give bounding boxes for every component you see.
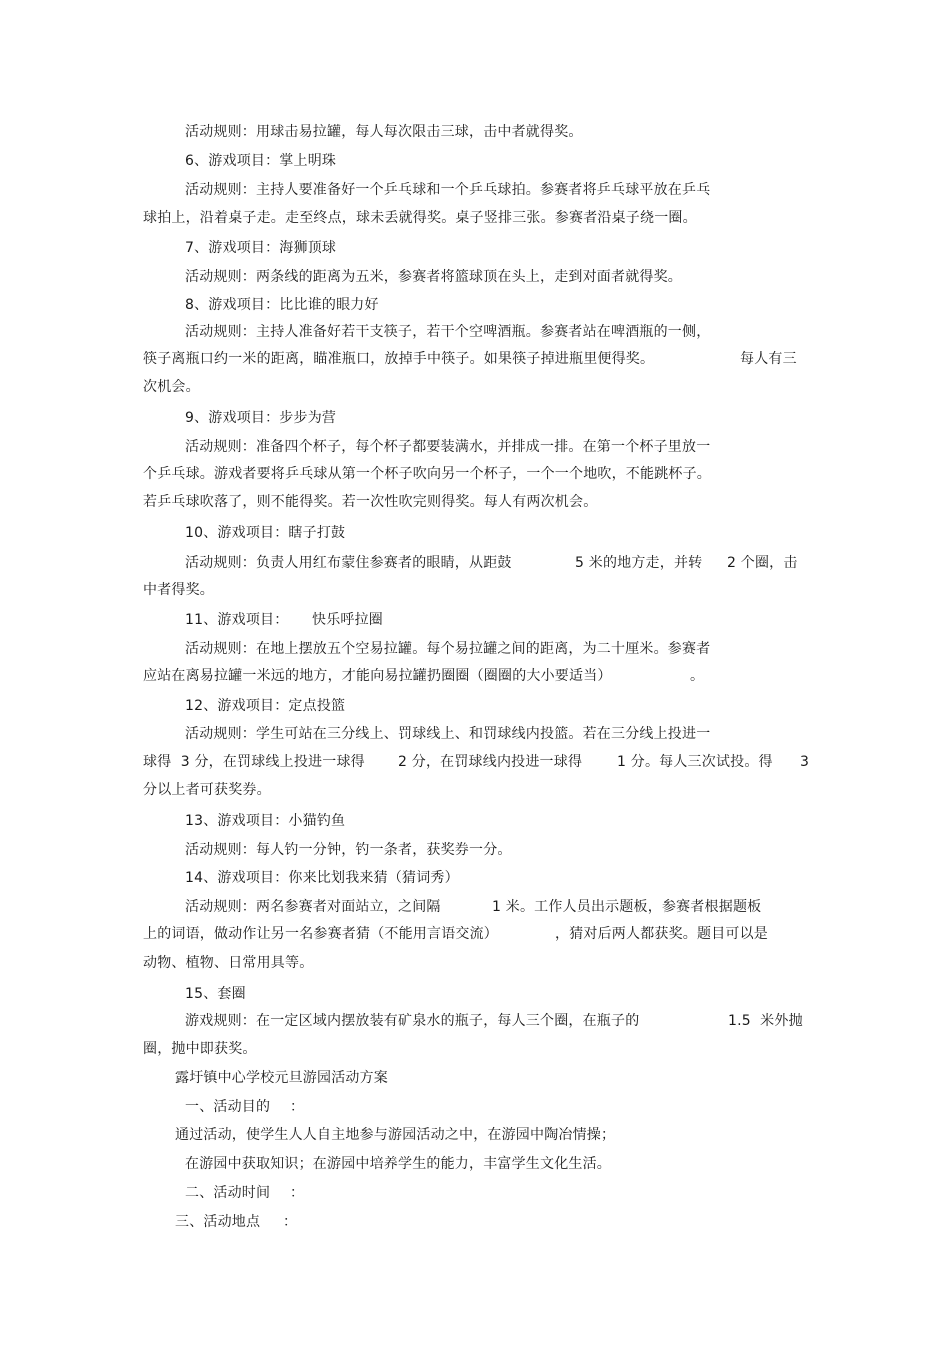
game-heading-11-name: 快乐呼拉圈 — [312, 612, 383, 628]
purpose-text-line-1: 通过活动，使学生人人自主地参与游园活动之中，在游园中陶冶情操； — [175, 1127, 616, 1143]
rule-text-14-line-1-tail: 1 米。工作人员出示题板，参赛者根据题板 — [492, 899, 762, 915]
section-heading-time: 二、活动时间 — [185, 1185, 271, 1201]
rule-text-8-line-2: 筷子离瓶口约一米的距离，瞄准瓶口，放掉手中筷子。如果筷子掉进瓶里便得奖。 — [143, 351, 655, 367]
game-heading-10: 10、游戏项目：瞎子打鼓 — [185, 525, 346, 541]
game-heading-14: 14、游戏项目：你来比划我来猜（猜词秀） — [185, 870, 459, 886]
game-heading-13: 13、游戏项目：小猫钓鱼 — [185, 813, 346, 829]
purpose-text-line-2: 在游园中获取知识；在游园中培养学生的能力，丰富学生文化生活。 — [185, 1156, 611, 1172]
rule-text-11-line-2-tail: 。 — [690, 668, 705, 684]
rule-text-6-line-2: 球拍上，沿着桌子走。走至终点，球未丢就得奖。桌子竖排三张。参赛者沿桌子绕一圈。 — [143, 210, 697, 226]
rule-text-11-line-1: 活动规则：在地上摆放五个空易拉罐。每个易拉罐之间的距离，为二十厘米。参赛者 — [185, 641, 711, 657]
rule-text-14-line-3: 动物、植物、日常用具等。 — [143, 955, 314, 971]
rule-text-9-line-1: 活动规则：准备四个杯子，每个杯子都要装满水，并排成一排。在第一个杯子里放一 — [185, 439, 711, 455]
rule-text-15-line-1: 游戏规则：在一定区域内摆放装有矿泉水的瓶子，每人三个圈，在瓶子的 — [185, 1013, 640, 1029]
game-heading-7: 7、游戏项目：海狮顶球 — [185, 240, 337, 256]
rule-text-12-line-3: 分以上者可获奖券。 — [143, 782, 271, 798]
rule-text-10-line-2: 中者得奖。 — [143, 582, 214, 598]
game-heading-15: 15、套圈 — [185, 986, 246, 1002]
rule-text-8-line-1: 活动规则：主持人准备好若干支筷子，若干个空啤酒瓶。参赛者站在啤酒瓶的一侧， — [185, 324, 711, 340]
rule-text-6-line-1: 活动规则：主持人要准备好一个乒乓球和一个乒乓球拍。参赛者将乒乓球平放在乒乓 — [185, 182, 711, 198]
game-heading-8: 8、游戏项目：比比谁的眼力好 — [185, 297, 379, 313]
rule-text-11-line-2: 应站在离易拉罐一米远的地方，才能向易拉罐扔圈圈（圈圈的大小要适当） — [143, 668, 612, 684]
rule-text-14-line-2: 上的词语，做动作让另一名参赛者猜（不能用言语交流） — [143, 926, 498, 942]
rule-text-13: 活动规则：每人钓一分钟，钓一条者，获奖券一分。 — [185, 842, 512, 858]
rule-text-15-line-1-tail: 1.5 米外抛 — [728, 1013, 803, 1029]
rule-text-12-line-1: 活动规则：学生可站在三分线上、罚球线上、和罚球线内投篮。若在三分线上投进一 — [185, 726, 711, 742]
section-heading-purpose: 一、活动目的 — [185, 1099, 271, 1115]
game-heading-12: 12、游戏项目：定点投篮 — [185, 698, 346, 714]
game-heading-11: 11、游戏项目： — [185, 612, 289, 628]
rule-text-12-line-2-tail: 3 — [800, 754, 810, 770]
rule-text-8-line-3: 次机会。 — [143, 379, 200, 395]
rule-text-8-line-2-tail: 每人有三 — [740, 351, 797, 367]
rule-text-9-line-3: 若乒乓球吹落了，则不能得奖。若一次性吹完则得奖。每人有两次机会。 — [143, 494, 598, 510]
rule-text-10-line-1-tail: 2 个圈，击 — [727, 555, 798, 571]
game-heading-9: 9、游戏项目：步步为营 — [185, 410, 337, 426]
rule-text-5: 活动规则：用球击易拉罐，每人每次限击三球，击中者就得奖。 — [185, 124, 583, 140]
rule-text-12-line-2: 球得 3 分，在罚球线上投进一球得 — [143, 754, 365, 770]
rule-text-12-line-2-mid-1: 2 分，在罚球线内投进一球得 — [398, 754, 583, 770]
rule-text-14-line-2-tail: ，猜对后两人都获奖。题目可以是 — [555, 926, 768, 942]
rule-text-15-line-2: 圈，抛中即获奖。 — [143, 1041, 257, 1057]
plan-title: 露圩镇中心学校元旦游园活动方案 — [175, 1070, 388, 1086]
rule-text-12-line-2-mid-2: 1 分。每人三次试投。得 — [617, 754, 773, 770]
rule-text-9-line-2: 个乒乓球。游戏者要将乒乓球从第一个杯子吹向另一个杯子，一个一个地吹，不能跳杯子。 — [143, 466, 711, 482]
rule-text-10-line-1-mid: 5 米的地方走，并转 — [575, 555, 703, 571]
rule-text-10-line-1: 活动规则：负责人用红布蒙住参赛者的眼睛，从距鼓 — [185, 555, 512, 571]
section-heading-purpose-colon: ： — [290, 1099, 305, 1115]
rule-text-7: 活动规则：两条线的距离为五米，参赛者将篮球顶在头上，走到对面者就得奖。 — [185, 269, 682, 285]
section-heading-location-colon: ： — [283, 1214, 298, 1230]
section-heading-location: 三、活动地点 — [175, 1214, 261, 1230]
rule-text-14-line-1: 活动规则：两名参赛者对面站立，之间隔 — [185, 899, 441, 915]
game-heading-6: 6、游戏项目：掌上明珠 — [185, 153, 337, 169]
section-heading-time-colon: ： — [290, 1185, 305, 1201]
